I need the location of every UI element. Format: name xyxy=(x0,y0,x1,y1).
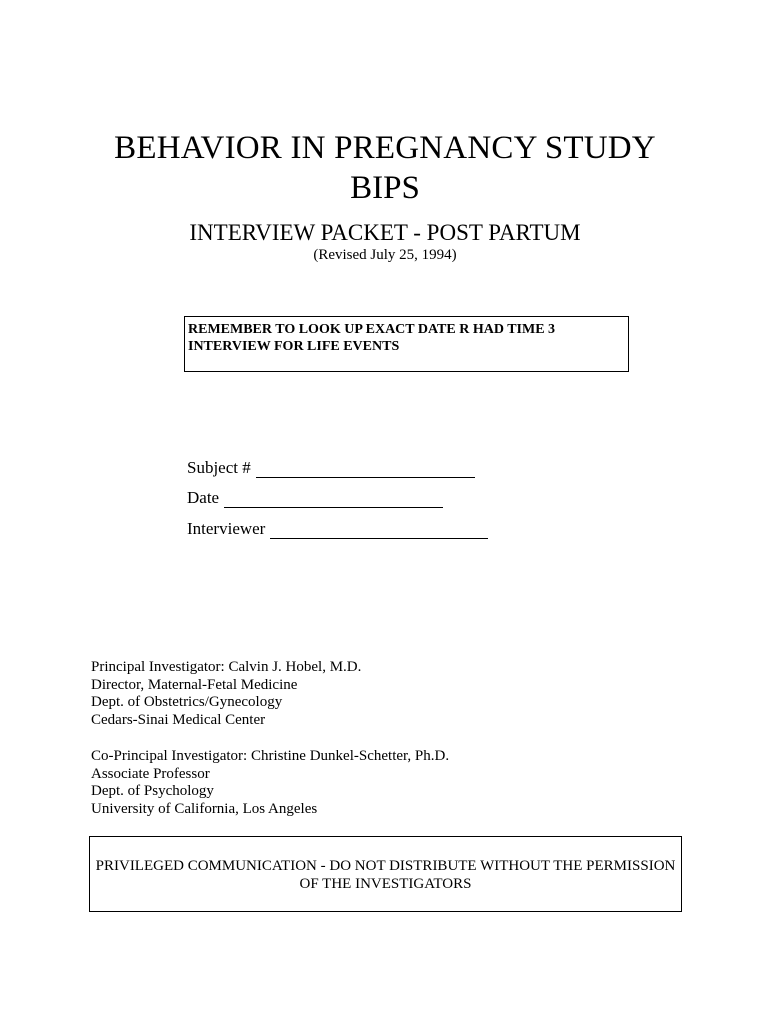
privileged-notice-box xyxy=(89,836,682,912)
co-pi-institution: University of California, Los Angeles xyxy=(91,800,318,817)
co-pi-dept: Dept. of Psychology xyxy=(91,783,214,799)
notice-line-2: OF THE INVESTIGATORS xyxy=(299,876,472,892)
co-pi-name: Co-Principal Investigator: Christine Dunkel-Schetter, Ph.D. xyxy=(91,748,450,764)
reminder-box xyxy=(184,316,629,372)
subject-label: Subject # xyxy=(187,458,251,477)
pi-name: Principal Investigator: Calvin J. Hobel, M.D. xyxy=(91,659,362,675)
pi-institution: Cedars-Sinai Medical Center xyxy=(91,711,266,728)
document-title: BEHAVIOR IN PREGNANCY STUDY xyxy=(114,130,656,166)
co-principal-investigator-block xyxy=(91,748,449,818)
subject-input-line[interactable] xyxy=(256,463,475,478)
interviewer-input-line[interactable] xyxy=(270,524,488,539)
document-subtitle: BIPS xyxy=(350,170,420,206)
reminder-line-2: INTERVIEW FOR LIFE EVENTS xyxy=(188,339,400,354)
reminder-line-1: REMEMBER TO LOOK UP EXACT DATE R HAD TIME 3 xyxy=(188,322,556,337)
date-input-line[interactable] xyxy=(224,493,443,508)
principal-investigator-block xyxy=(91,659,361,729)
interviewer-label: Interviewer xyxy=(187,519,266,538)
date-field xyxy=(187,488,443,508)
pi-dept: Dept. of Obstetrics/Gynecology xyxy=(91,694,283,710)
notice-line-1: PRIVILEGED COMMUNICATION - DO NOT DISTRIBUTE WITHOUT THE PERMISSION xyxy=(95,858,676,874)
revision-date: (Revised July 25, 1994) xyxy=(313,247,457,263)
co-pi-title: Associate Professor xyxy=(91,765,210,782)
date-label: Date xyxy=(187,488,220,507)
subject-field xyxy=(187,458,475,478)
packet-heading: INTERVIEW PACKET - POST PARTUM xyxy=(189,220,581,245)
pi-title: Director, Maternal-Fetal Medicine xyxy=(91,676,298,693)
interviewer-field xyxy=(187,519,488,539)
